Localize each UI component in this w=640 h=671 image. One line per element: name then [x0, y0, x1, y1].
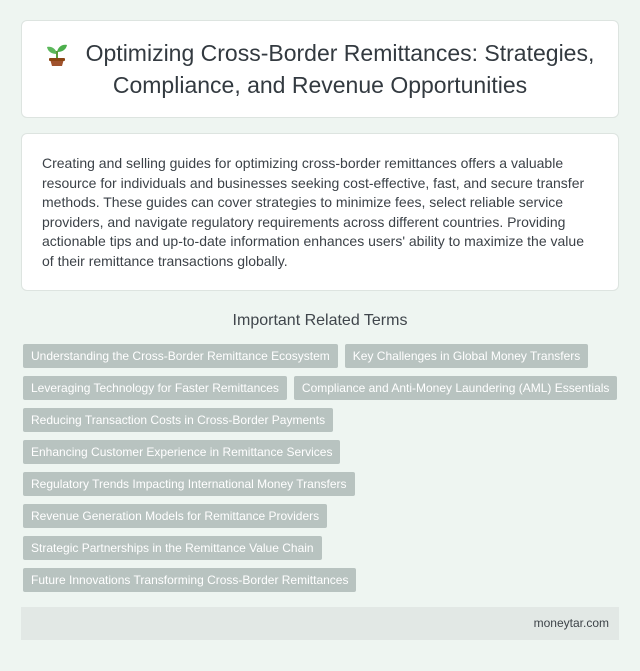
title-text: Optimizing Cross-Border Remittances: Strategies, Compliance, and Revenue Opportunities	[85, 40, 595, 98]
related-term-tag[interactable]: Understanding the Cross-Border Remittance Ecosystem	[23, 344, 338, 368]
related-term-tag[interactable]: Revenue Generation Models for Remittance Providers	[23, 504, 327, 528]
related-term-tag[interactable]: Enhancing Customer Experience in Remittance Services	[23, 440, 340, 464]
related-term-tag[interactable]: Strategic Partnerships in the Remittance Value Chain	[23, 536, 322, 560]
related-term-tag[interactable]: Reducing Transaction Costs in Cross-Border Payments	[23, 408, 333, 432]
related-terms-list	[23, 344, 623, 600]
related-term-tag[interactable]: Key Challenges in Global Money Transfers	[345, 344, 588, 368]
related-terms-heading: Important Related Terms	[232, 312, 408, 329]
tag-row	[23, 504, 623, 528]
description-text: Creating and selling guides for optimizing cross-border remittances offers a valuable resource for individuals and businesses seeking cost-effective, fast, and secure transfer methods. These guides can cover strategies to minimize fees, select reliable service providers, and navigate regulatory requirements across different countries. Providing actionable tips and up-to-date information enhances users' ability to maximize the value of their remittance transactions globally.	[42, 155, 585, 269]
related-term-tag[interactable]: Regulatory Trends Impacting International Money Transfers	[23, 472, 355, 496]
footer-site-link[interactable]: moneytar.com	[533, 616, 609, 630]
related-term-tag[interactable]: Compliance and Anti-Money Laundering (AML) Essentials	[294, 376, 618, 400]
page-title	[22, 37, 618, 101]
related-term-tag[interactable]: Future Innovations Transforming Cross-Border Remittances	[23, 568, 356, 592]
tag-row	[23, 472, 623, 496]
sprout-icon	[46, 43, 68, 67]
title-card	[21, 20, 619, 118]
tag-row	[23, 344, 623, 368]
tag-row	[23, 408, 623, 432]
footer	[21, 607, 619, 640]
tag-row	[23, 568, 623, 592]
tag-row	[23, 376, 623, 400]
related-term-tag[interactable]: Leveraging Technology for Faster Remittances	[23, 376, 287, 400]
tag-row	[23, 536, 623, 560]
description-card	[21, 133, 619, 291]
tag-row	[23, 440, 623, 464]
